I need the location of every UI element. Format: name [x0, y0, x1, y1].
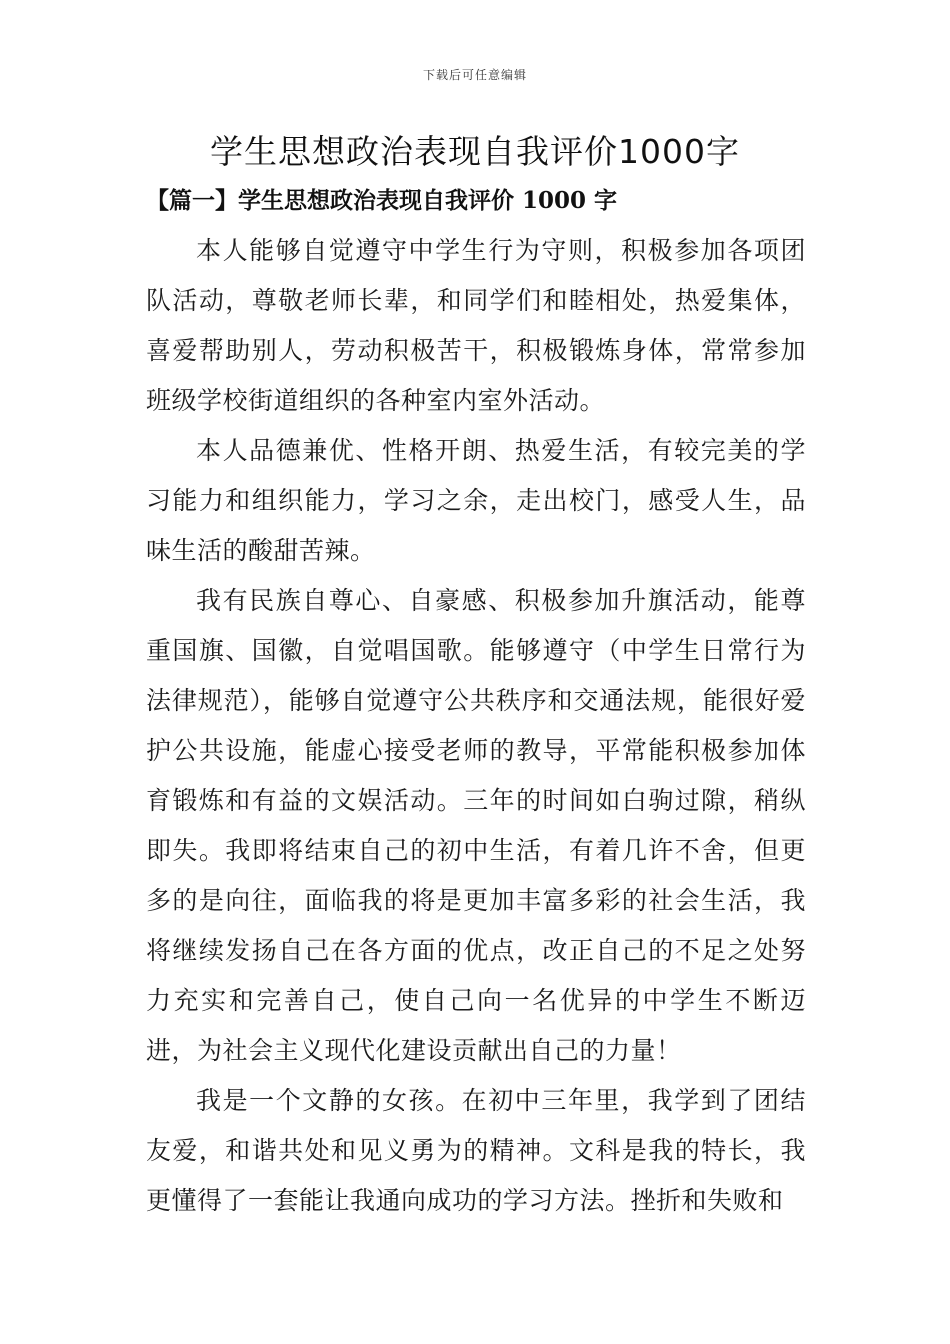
paragraph-1: 本人能够自觉遵守中学生行为守则，积极参加各项团队活动，尊敬老师长辈，和同学们和睦相处，热爱集体，喜爱帮助别人，劳动积极苦干，积极锻炼身体，常常参加班级学校街道组织的各种室内室外活动。: [146, 236, 806, 415]
header-note: 下载后可任意编辑: [422, 68, 527, 82]
paragraph-2: 本人品德兼优、性格开朗、热爱生活，有较完美的学习能力和组织能力，学习之余，走出校门，感受人生，品味生活的酸甜苦辣。: [146, 436, 806, 565]
document-title: 学生思想政治表现自我评价1000字: [210, 132, 740, 171]
paragraph-3: 我有民族自尊心、自豪感、积极参加升旗活动，能尊重国旗、国徽，自觉唱国歌。能够遵守（中学生日常行为法律规范），能够自觉遵守公共秩序和交通法规，能很好爱护公共设施，能虚心接受老师的教导，平常能积极参加体育锻炼和有益的文娱活动。三年的时间如白驹过隙，稍纵即失。我即将结束自己的初中生活，有着几许不舍，但更多的是向往，面临我的将是更加丰富多彩的社会生活，我将继续发扬自己在各方面的优点，改正自己的不足之处努力充实和完善自己，使自己向一名优异的中学生不断迈进，为社会主义现代化建设贡献出自己的力量！: [146, 586, 806, 1065]
section-heading: 【篇一】学生思想政治表现自我评价 1000 字: [146, 187, 618, 214]
paragraph-4: 我是一个文静的女孩。在初中三年里，我学到了团结友爱，和谐共处和见义勇为的精神。文科是我的特长，我更懂得了一套能让我通向成功的学习方法。挫折和失败和: [146, 1086, 806, 1215]
document-body: [146, 226, 806, 1226]
